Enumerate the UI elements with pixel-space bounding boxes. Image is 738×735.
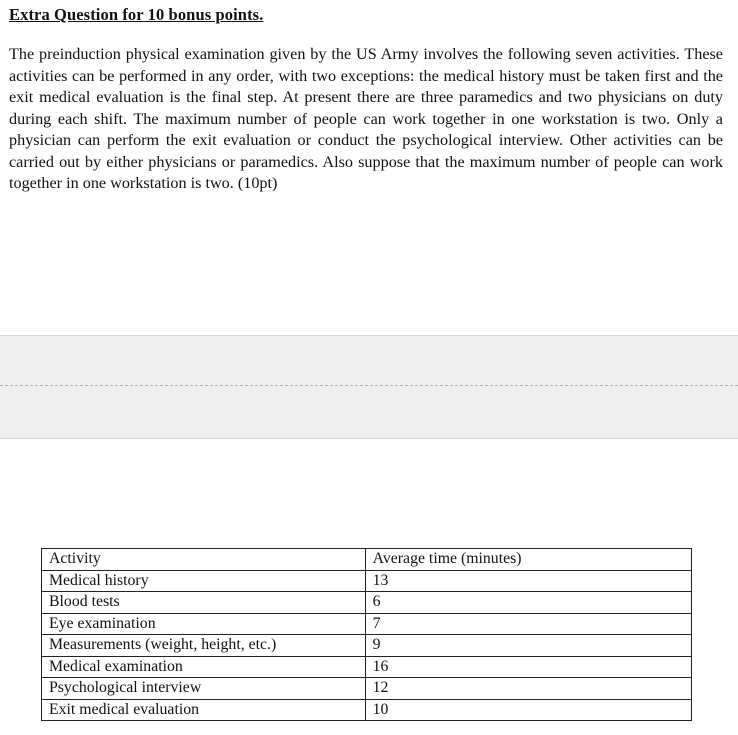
table-row <box>42 635 692 657</box>
time-cell: 12 <box>365 678 691 700</box>
table-row <box>42 613 692 635</box>
activity-cell: Exit medical evaluation <box>42 699 366 721</box>
question-paragraph: The preinduction physical examination given by the US Army involves the following seven activities. These activities can be performed in any order, with two exceptions: the medical history must be taken first and the exit medical evaluation is the final step. At present there are three paramedics and two physicians on duty during each shift. The maximum number of people can work together in one workstation is two. Only a physician can perform the exit evaluation or conduct the psychological interview. Other activities can be carried out by either physicians or paramedics. Also suppose that the maximum number of people can work together in one workstation is two. (10pt) <box>9 45 723 192</box>
question-title: Extra Question for 10 bonus points. <box>9 5 264 24</box>
table-row <box>42 570 692 592</box>
table-row <box>42 656 692 678</box>
table-row <box>42 592 692 614</box>
activity-cell: Measurements (weight, height, etc.) <box>42 635 366 657</box>
time-cell: 6 <box>365 592 691 614</box>
activity-cell: Medical history <box>42 570 366 592</box>
time-cell: 9 <box>365 635 691 657</box>
table-row <box>42 678 692 700</box>
table-header-row <box>42 549 692 571</box>
time-cell: 10 <box>365 699 691 721</box>
header-activity: Activity <box>42 549 366 571</box>
activity-cell: Eye examination <box>42 613 366 635</box>
time-cell: 13 <box>365 570 691 592</box>
time-cell: 7 <box>365 613 691 635</box>
activity-time-table <box>41 548 692 721</box>
page-break <box>0 335 738 439</box>
time-cell: 16 <box>365 656 691 678</box>
page-break-dashed-line <box>0 385 738 386</box>
header-average-time: Average time (minutes) <box>365 549 691 571</box>
activity-cell: Medical examination <box>42 656 366 678</box>
activity-cell: Blood tests <box>42 592 366 614</box>
table-row <box>42 699 692 721</box>
activity-cell: Psychological interview <box>42 678 366 700</box>
